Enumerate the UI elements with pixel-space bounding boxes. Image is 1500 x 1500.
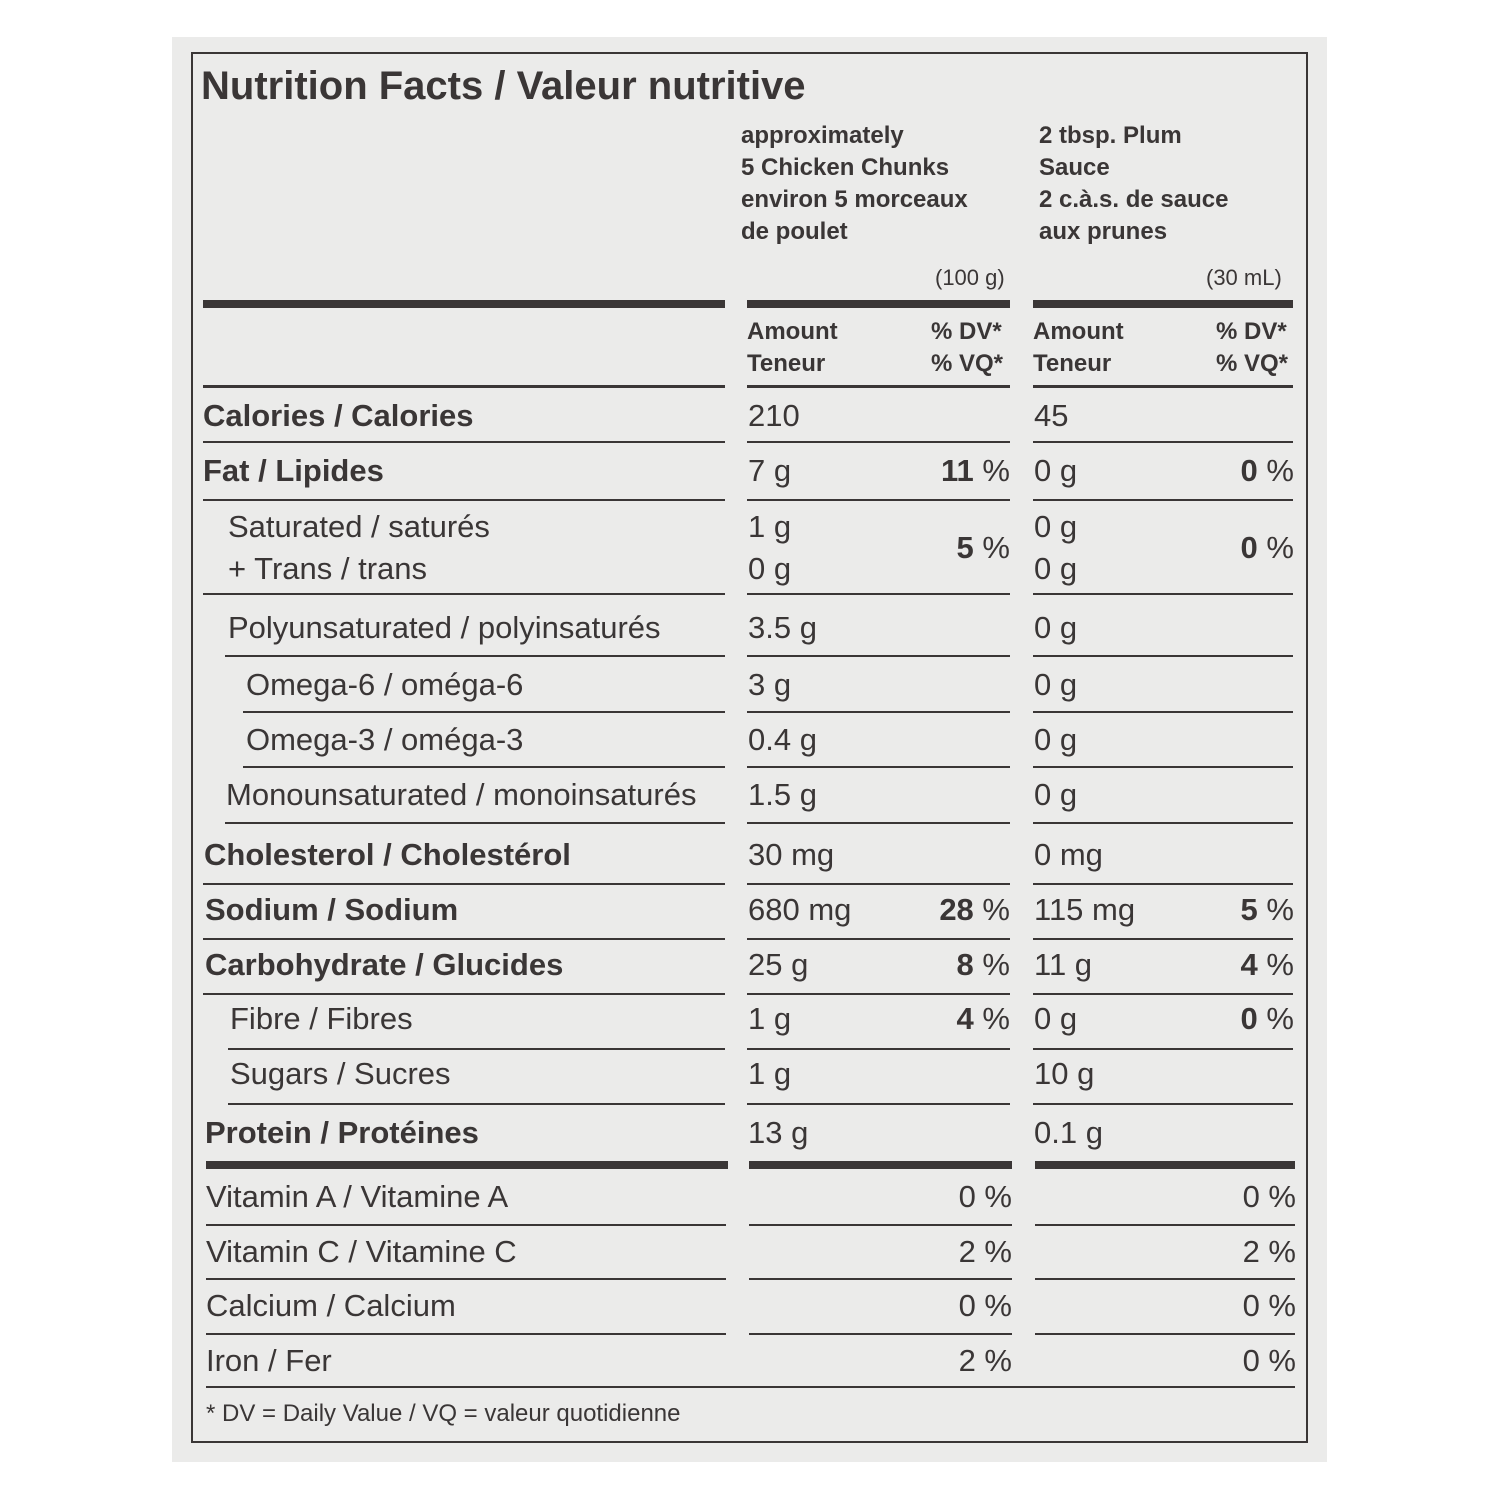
dv-value: 4 [956, 1001, 974, 1036]
row-rule-col2 [1033, 883, 1293, 885]
dv-value: 0 [1240, 1001, 1258, 1036]
amount-col1: 680 mg [748, 892, 852, 927]
dv-sign: % [982, 1001, 1010, 1036]
dv-col1 [957, 944, 1010, 986]
row-rule-col2 [1033, 593, 1293, 595]
amount-col1: 3 g [748, 667, 792, 702]
dv-value: 28 [939, 892, 974, 927]
rule-header-col1 [747, 385, 1010, 388]
nutrient-label: Cholesterol / Cholestérol [204, 837, 571, 872]
row-rule-col1 [747, 441, 1010, 443]
dv-col2 [1241, 998, 1294, 1040]
amount-header-col1: Amount Teneur [747, 318, 838, 377]
nutrient-label: Saturated / saturés + Trans / trans [228, 509, 490, 586]
dv-value: 5 [956, 530, 974, 565]
row-rule-col2 [1033, 993, 1293, 995]
amount-col2: 0 g [1034, 722, 1078, 757]
amount-col2: 0 mg [1034, 837, 1103, 872]
row-rule-col2 [1033, 1103, 1293, 1105]
dv-sign: % [982, 892, 1010, 927]
vitamin-label: Iron / Fer [206, 1343, 332, 1378]
row-rule-col1 [747, 593, 1010, 595]
row-rule-label [203, 883, 725, 885]
vitamin-rule-col1 [749, 1333, 1012, 1335]
rule-header-label [203, 385, 725, 388]
rule-vitamins-col2 [1035, 1161, 1295, 1169]
row-rule-col2 [1033, 499, 1293, 501]
nutrient-label: Polyunsaturated / polyinsaturés [228, 610, 661, 645]
amount-col2: 10 g [1034, 1056, 1095, 1091]
dv-sign: % [1266, 947, 1294, 982]
row-rule-col2 [1033, 711, 1293, 713]
amount-col2: 0 g [1034, 610, 1078, 645]
row-rule-label [225, 822, 725, 824]
dv-value: 8 [956, 947, 974, 982]
row-rule-col2 [1033, 766, 1293, 768]
amount-col1: 13 g [748, 1115, 809, 1150]
nutrient-label: Sugars / Sucres [230, 1056, 451, 1091]
serving-size-chicken: (100 g) [935, 265, 1005, 290]
rule-vitamins-col1 [749, 1161, 1012, 1169]
nutrient-label: Protein / Protéines [205, 1115, 479, 1150]
dv-header-col2: % DV* % VQ* [1216, 318, 1289, 377]
row-rule-col1 [747, 1103, 1010, 1105]
vitamin-label: Vitamin C / Vitamine C [206, 1234, 517, 1269]
vitamin-rule-label [206, 1224, 726, 1226]
nutrient-label: Fat / Lipides [203, 453, 384, 488]
nutrient-label: Sodium / Sodium [205, 892, 459, 927]
row-rule-col1 [747, 822, 1010, 824]
dv-sign: % [982, 947, 1010, 982]
row-rule-col2 [1033, 655, 1293, 657]
rule-vitamins-label [206, 1161, 728, 1169]
rule-top-label [203, 300, 725, 308]
dv-col1 [957, 527, 1010, 569]
vitamin-rule-col2 [1035, 1333, 1295, 1335]
vitamin-dv-col1: 2 % [958, 1343, 1012, 1378]
serving-desc-sauce: 2 tbsp. Plum Sauce 2 c.à.s. de sauce aux prunes [1039, 122, 1229, 245]
dv-sign: % [1266, 1001, 1294, 1036]
dv-sign: % [982, 453, 1010, 488]
vitamin-label: Calcium / Calcium [206, 1288, 456, 1323]
dv-header-col1: % DV* % VQ* [931, 318, 1004, 377]
amount-col1: 30 mg [748, 837, 835, 872]
amount-col2: 0.1 g [1034, 1115, 1103, 1150]
row-rule-label [203, 993, 725, 995]
row-rule-col2 [1033, 441, 1293, 443]
dv-col2 [1241, 889, 1294, 931]
row-rule-col1 [747, 766, 1010, 768]
dv-col1 [939, 889, 1010, 931]
amount-col2: 0 g [1034, 1001, 1078, 1036]
row-rule-col1 [747, 655, 1010, 657]
vitamin-dv-col1: 0 % [958, 1179, 1012, 1214]
nutrient-label: Carbohydrate / Glucides [205, 947, 564, 982]
row-rule-col1 [747, 499, 1010, 501]
vitamin-rule-col2 [1035, 1224, 1295, 1226]
vitamin-rule-col1 [749, 1224, 1012, 1226]
dv-col2 [1241, 527, 1294, 569]
amount-col1: 1 g 0 g [748, 509, 792, 586]
row-rule-col1 [747, 993, 1010, 995]
dv-col2 [1241, 450, 1294, 492]
vitamin-dv-col2: 0 % [1242, 1179, 1296, 1214]
vitamin-dv-col2: 0 % [1242, 1288, 1296, 1323]
nutrient-label: Fibre / Fibres [230, 1001, 413, 1036]
dv-col1 [957, 998, 1010, 1040]
row-rule-label [243, 766, 725, 768]
row-rule-col1 [747, 711, 1010, 713]
dv-sign: % [1266, 892, 1294, 927]
vitamin-rule-col2 [1035, 1278, 1295, 1280]
row-rule-col2 [1033, 822, 1293, 824]
nutrient-label: Monounsaturated / monoinsaturés [226, 777, 697, 812]
row-rule-col1 [747, 883, 1010, 885]
amount-col1: 210 [748, 398, 800, 433]
vitamin-label: Vitamin A / Vitamine A [206, 1179, 509, 1214]
vitamin-dv-col2: 0 % [1242, 1343, 1296, 1378]
rule-top-col2 [1033, 300, 1293, 308]
vitamin-rule-label [206, 1278, 726, 1280]
amount-col2: 45 [1034, 398, 1069, 433]
dv-col2 [1241, 944, 1294, 986]
serving-size-sauce: (30 mL) [1206, 265, 1282, 290]
row-rule-label [225, 655, 725, 657]
dv-value: 4 [1240, 947, 1258, 982]
vitamin-rule-label [206, 1386, 1295, 1388]
amount-col1: 1 g [748, 1056, 792, 1091]
dv-value: 11 [941, 453, 974, 488]
dv-value: 0 [1240, 453, 1258, 488]
amount-header-col2: Amount Teneur [1033, 318, 1124, 377]
nutrient-label: Calories / Calories [203, 398, 474, 433]
amount-col1: 0.4 g [748, 722, 817, 757]
panel-title: Nutrition Facts / Valeur nutritive [201, 64, 806, 108]
nutrient-label: Omega-6 / oméga-6 [246, 667, 524, 702]
row-rule-label [243, 711, 725, 713]
rule-top-col1 [747, 300, 1010, 308]
rule-header-col2 [1033, 385, 1293, 388]
vitamin-dv-col2: 2 % [1242, 1234, 1296, 1269]
amount-col2: 0 g 0 g [1034, 509, 1078, 586]
dv-col1 [941, 450, 1010, 492]
row-rule-label [228, 1103, 725, 1105]
nutrient-label: Omega-3 / oméga-3 [246, 722, 524, 757]
footnote: * DV = Daily Value / VQ = valeur quotidienne [206, 1400, 681, 1427]
row-rule-label [203, 441, 725, 443]
amount-col2: 0 g [1034, 453, 1078, 488]
amount-col1: 1.5 g [748, 777, 817, 812]
dv-sign: % [1266, 530, 1294, 565]
row-rule-col1 [747, 1048, 1010, 1050]
row-rule-label [203, 938, 725, 940]
amount-col1: 7 g [748, 453, 792, 488]
amount-col1: 3.5 g [748, 610, 817, 645]
vitamin-rule-col1 [749, 1278, 1012, 1280]
row-rule-label [203, 499, 725, 501]
amount-col1: 1 g [748, 1001, 792, 1036]
serving-desc-chicken: approximately 5 Chicken Chunks environ 5 morceaux de poulet [741, 122, 968, 245]
amount-col2: 115 mg [1034, 892, 1136, 927]
dv-value: 0 [1240, 530, 1258, 565]
vitamin-dv-col1: 0 % [958, 1288, 1012, 1323]
amount-col2: 0 g [1034, 777, 1078, 812]
dv-sign: % [1266, 453, 1294, 488]
row-rule-col2 [1033, 1048, 1293, 1050]
row-rule-label [228, 1048, 725, 1050]
row-rule-col1 [747, 938, 1010, 940]
row-rule-label [203, 593, 725, 595]
amount-col2: 11 g [1034, 947, 1093, 982]
dv-sign: % [982, 530, 1010, 565]
dv-value: 5 [1240, 892, 1258, 927]
vitamin-rule-label [206, 1333, 726, 1335]
amount-col2: 0 g [1034, 667, 1078, 702]
amount-col1: 25 g [748, 947, 809, 982]
row-rule-col2 [1033, 938, 1293, 940]
vitamin-dv-col1: 2 % [958, 1234, 1012, 1269]
